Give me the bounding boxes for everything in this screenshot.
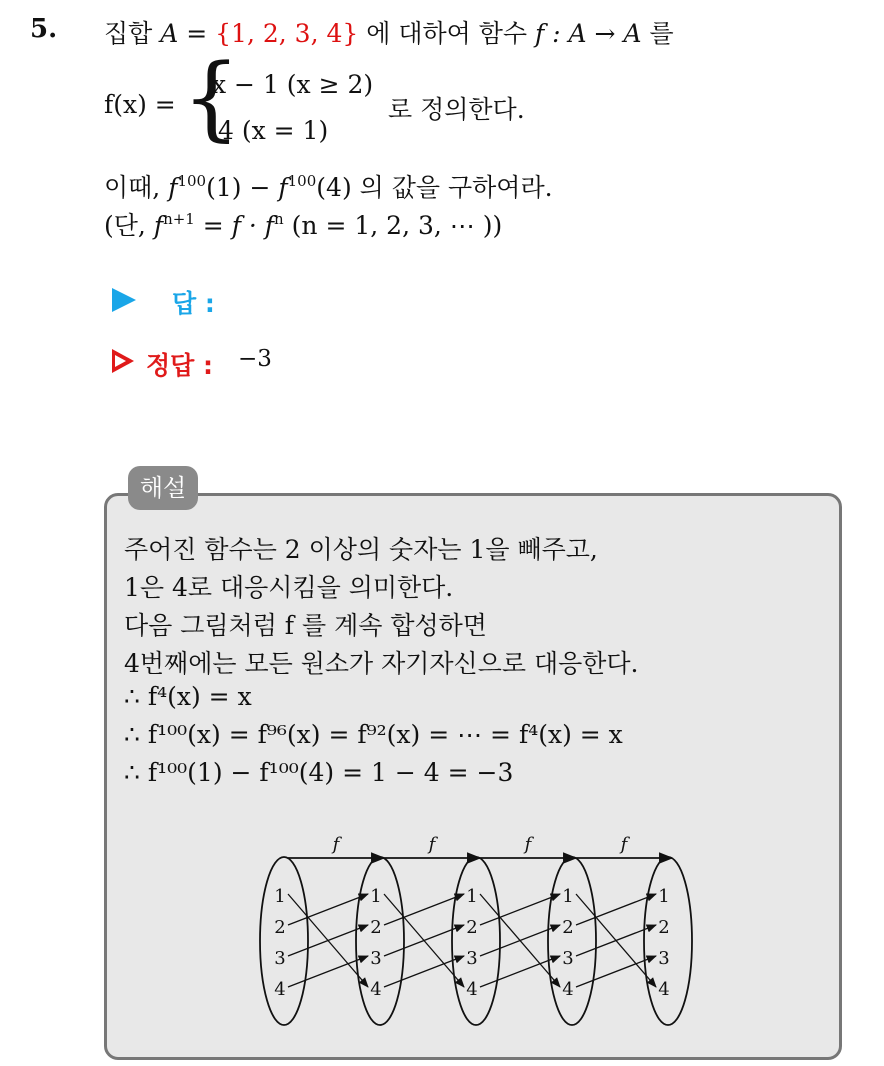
set-elements: {1, 2, 3, 4} [215,19,359,48]
element-label: 1 [274,886,286,907]
problem-number: 5. [30,14,58,44]
element-label: 4 [658,979,670,1000]
element-label: 3 [658,948,670,969]
set-symbol: A [160,19,179,48]
element-label: 2 [274,917,286,938]
explanation-line: 주어진 함수는 2 이상의 숫자는 1을 빼주고, [124,535,598,564]
text-segment: 이때, [104,173,169,202]
text-segment: (4) [316,173,352,202]
mapping-arrow [384,956,464,987]
mapping-diagram [250,826,710,1030]
arrow-label: f [620,834,628,855]
element-label: 3 [562,948,574,969]
exponent: n+1 [163,210,195,228]
func-symbol: f [153,211,164,240]
element-label: 1 [562,886,574,907]
element-label: 2 [466,917,478,938]
explanation-line: 4번째에는 모든 원소가 자기자신으로 대응한다. [124,649,639,678]
element-label: 1 [370,886,382,907]
explanation-line: ∴ f¹⁰⁰(x) = f⁹⁶(x) = f⁹²(x) = ⋯ = f⁴(x) = x [124,720,623,749]
text-segment: (단, [104,211,154,240]
text-segment: 의 값을 구하여라. [351,173,553,202]
problem-condition [104,206,502,242]
element-label: 2 [658,917,670,938]
explanation-line: ∴ f⁴(x) = x [124,682,252,711]
arrow-label: f [428,834,436,855]
arrow-label: f [332,834,340,855]
element-label: 3 [274,948,286,969]
text-segment: 에 대하여 함수 [358,19,535,48]
exponent: 100 [287,172,317,190]
mapping-arrow [288,956,368,987]
correct-answer-value: −3 [238,346,272,372]
function-lhs: f(x) = [104,90,176,119]
func-symbol: f [168,173,178,202]
text-segment: 를 [641,19,674,48]
explanation-line: 다음 그림처럼 f 를 계속 합성하면 [124,611,487,640]
element-label: 4 [274,979,286,1000]
triangle-icon-inner [115,355,126,367]
text-segment: = f · f [194,211,275,240]
element-label: 1 [466,886,478,907]
function-mapping: f : A → A [534,19,642,48]
element-label: 1 [658,886,670,907]
arrow-label: f [524,834,532,855]
explanation-line: 1은 4로 대응시킴을 의미한다. [124,573,454,602]
element-label: 3 [466,948,478,969]
element-label: 2 [562,917,574,938]
element-label: 4 [370,979,382,1000]
exponent: 100 [177,172,207,190]
answer-play-icon [112,288,136,312]
explanation-line: ∴ f¹⁰⁰(1) − f¹⁰⁰(4) = 1 − 4 = −3 [124,758,514,787]
piecewise-brace: { [182,44,241,151]
answer-label: 답 : [172,289,215,318]
text-segment: = [178,19,216,48]
explanation-tab: 해설 [128,466,198,510]
text-segment: 집합 [104,19,161,48]
exponent: n [274,210,284,228]
piecewise-case-1: x − 1 (x ≥ 2) [212,70,374,99]
element-label: 4 [562,979,574,1000]
definition-text: 로 정의한다. [388,95,525,124]
problem-question [104,168,553,204]
text-segment: (1) − [206,173,279,202]
correct-answer-label: 정답 : [146,351,214,380]
mapping-arrow [480,956,560,987]
mapping-arrow [576,956,656,987]
element-label: 3 [370,948,382,969]
piecewise-case-2: 4 (x = 1) [218,116,329,145]
element-label: 4 [466,979,478,1000]
element-label: 2 [370,917,382,938]
func-symbol: f [278,173,288,202]
text-segment: (n = 1, 2, 3, ⋯ )) [283,211,503,240]
